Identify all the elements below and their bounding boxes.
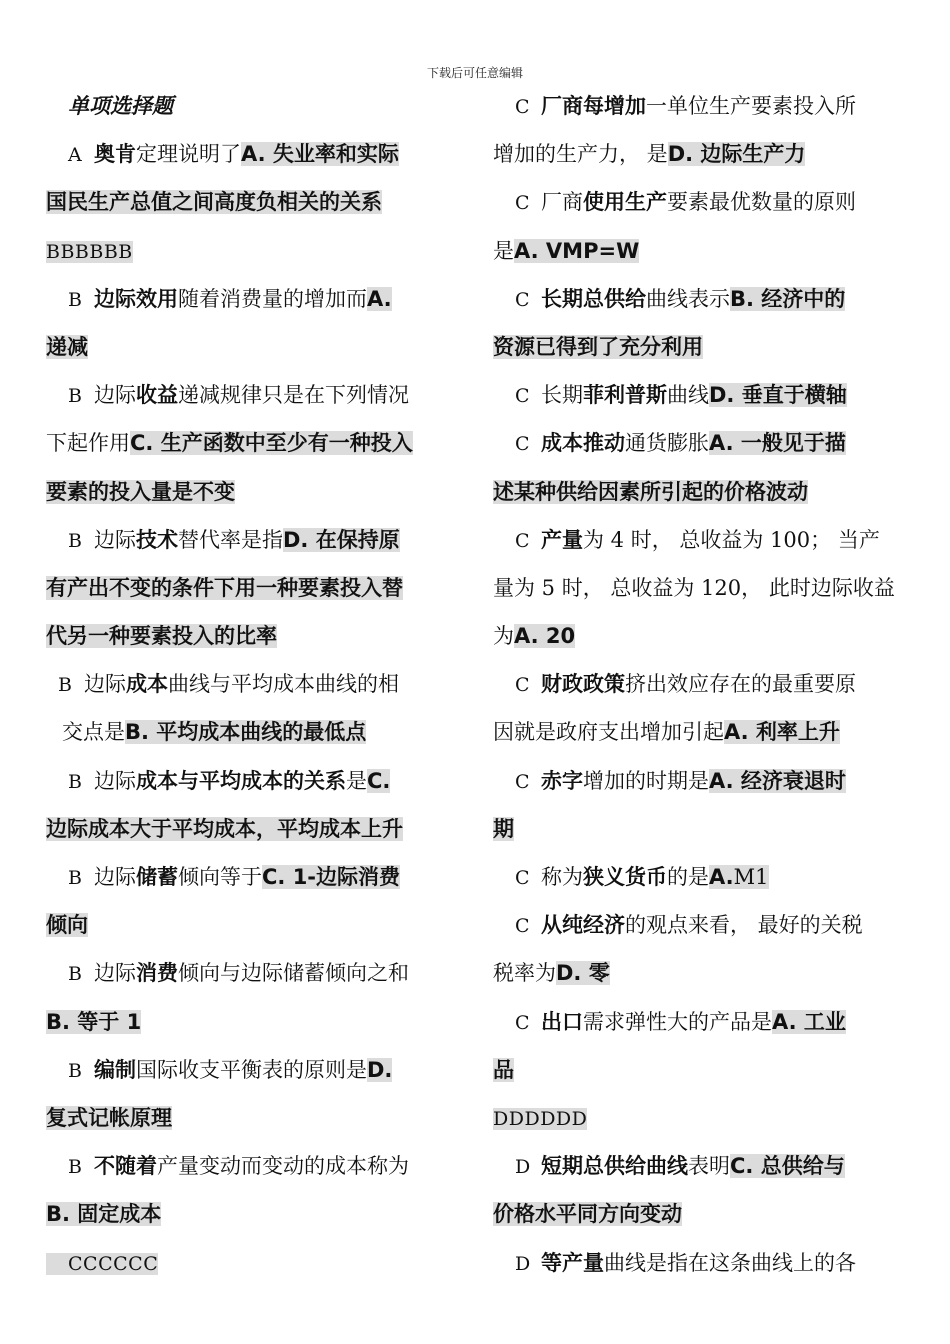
question-stem: 是 [493,238,514,263]
question-stem: 称为 [541,865,583,889]
question-stem: 曲线 [667,383,709,408]
answer-text: 期 [493,816,514,841]
question-row [493,130,907,178]
answer-letter: C [515,867,530,889]
group-label: BBBBBB [46,240,133,263]
question-row [493,949,907,997]
question-stem: 边际 [84,672,126,697]
question-row [46,323,460,371]
question-stem: 随着消费量的增加而 [178,286,367,311]
answer-text: A. 利率上升 [724,720,840,745]
keyword: 不随着 [94,1154,157,1179]
question-row [46,612,460,660]
answer-text: 国民生产总值之间高度负相关的关系 [46,190,382,215]
keyword: 奥肯 [94,142,136,167]
question-stem: 的是 [667,865,709,889]
question-stem: 曲线是指在这条曲线上的各 [604,1250,856,1275]
question-row [493,323,907,371]
answer-text: D. 垂直于横轴 [709,383,847,408]
answer-text: A. 失业率和实际 [241,142,399,167]
question-row [493,371,907,419]
group-heading [46,227,460,275]
answer-text: C. 总供给与 [730,1154,845,1179]
keyword: 技术 [136,527,178,552]
keyword: 成本 [126,672,168,697]
answer-text: B. 平均成本曲线的最低点 [125,720,367,745]
section-title-text: 单项选择题 [68,94,173,118]
answer-letter: B [68,770,82,793]
question-stem: 产量变动而变动的成本称为 [157,1154,409,1179]
answer-letter: B [68,385,82,408]
answer-text: D. 边际生产力 [667,142,806,167]
question-row [46,516,460,564]
keyword: 消费 [136,961,178,986]
question-row [493,275,907,323]
answer-text: C. 1-边际消费 [262,865,401,889]
question-row [46,708,460,756]
answer-letter: C [515,674,530,697]
question-row [493,178,907,226]
question-stem: 要素最优数量的原则 [667,190,856,215]
question-stem: 长期 [541,383,583,408]
keyword: 赤字 [541,768,583,793]
keyword: 财政政策 [541,672,625,697]
question-stem: 量为 5 时， 总收益为 120， 此时边际收益 [493,575,895,600]
question-row [493,757,907,805]
answer-letter: C [515,192,530,215]
question-row [493,998,907,1046]
question-row [46,1142,460,1190]
question-row [493,1142,907,1190]
keyword: 产量 [541,527,583,552]
answer-text: 资源已得到了充分利用 [493,334,703,359]
question-stem: 边际 [94,961,136,986]
question-stem: 税率为 [493,961,556,986]
keyword: 编制 [94,1057,136,1082]
question-row [493,805,907,853]
question-stem: 曲线与平均成本曲线的相 [168,672,399,697]
answer-letter: C [515,96,530,118]
keyword: 成本推动 [541,431,625,456]
question-stem: 增加的时期是 [583,768,709,793]
question-stem: 一单位生产要素投入所 [646,94,856,118]
answer-text: 代另一种要素投入的比率 [46,624,277,649]
right-column [493,82,907,1287]
question-stem: 国际收支平衡表的原则是 [136,1057,367,1082]
answer-text: 有产出不变的条件下用一种要素投入替 [46,575,403,600]
answer-text: B. 经济中的 [730,286,846,311]
keyword: 短期总供给曲线 [541,1154,688,1179]
question-row [493,660,907,708]
question-row [493,419,907,467]
answer-text: 品 [493,1057,514,1082]
keyword: 收益 [136,383,178,408]
question-stem: 边际 [94,527,136,552]
keyword: 狭义货币 [583,865,667,889]
answer-text: 边际成本大于平均成本，平均成本上升 [46,816,403,841]
answer-letter: C [515,1011,530,1034]
question-row [493,901,907,949]
answer-text: 倾向 [46,913,88,938]
question-row [493,564,907,612]
section-title [46,82,460,130]
question-row [493,1190,907,1238]
answer-letter: D [515,1156,531,1179]
answer-text: D. [367,1057,393,1082]
answer-text: 价格水平同方向变动 [493,1202,682,1227]
keyword: 成本与平均成本的关系 [136,768,346,793]
question-row [46,757,460,805]
question-row [46,564,460,612]
question-row [46,371,460,419]
answer-text: A. 一般见于描 [709,431,846,456]
answer-text: A. 20 [514,624,576,649]
answer-text: A. VMP=W [514,238,640,263]
question-stem: 为 [493,624,514,649]
question-stem: 为 4 时， 总收益为 100； 当产 [583,527,880,552]
keyword: 长期总供给 [541,286,646,311]
answer-letter: C [515,770,530,793]
keyword: 储蓄 [136,865,178,889]
answer-letter: C [515,385,530,408]
question-stem: 的观点来看， 最好的关税 [625,913,863,938]
question-row [493,82,907,130]
group-label: CCCCCC [46,1253,158,1275]
question-stem: 定理说明了 [136,142,241,167]
answer-text: M1 [733,865,769,889]
answer-text: C. 生产函数中至少有一种投入 [130,431,413,456]
answer-text: D. 在保持原 [283,527,400,552]
question-stem: 倾向与边际储蓄倾向之和 [178,961,409,986]
answer-letter: B [68,288,82,311]
question-stem: 因就是政府支出增加引起 [493,720,724,745]
answer-text: 述某种供给因素所引起的价格波动 [493,479,808,504]
answer-letter: C [515,915,530,938]
question-stem: 厂商 [541,190,583,215]
question-row [493,1046,907,1094]
question-stem: 边际 [94,768,136,793]
answer-text: C. [367,768,391,793]
keyword: 边际效用 [94,286,178,311]
question-row [46,468,460,516]
answer-letter: B [68,1059,82,1082]
question-row [46,1190,460,1238]
question-row [46,998,460,1046]
answer-text: 复式记帐原理 [46,1105,172,1130]
question-row [46,1046,460,1094]
answer-letter: B [68,529,82,552]
answer-letter: C [515,529,530,552]
question-stem: 增加的生产力， 是 [493,142,668,167]
question-stem: 递减规律只是在下列情况 [178,383,409,408]
page-header: 下载后可任意编辑 [426,66,523,80]
question-row [46,1094,460,1142]
question-row [46,901,460,949]
answer-text: A. [367,286,392,311]
answer-letter: C [515,288,530,311]
answer-letter: A [68,144,82,167]
question-row [493,612,907,660]
answer-text: A. [709,865,734,889]
question-row [46,853,460,901]
question-stem: 替代率是指 [178,527,283,552]
question-row [46,660,460,708]
keyword: 使用生产 [583,190,667,215]
group-heading [46,1239,460,1287]
question-row [46,130,460,178]
answer-letter: C [515,433,530,456]
question-stem: 通货膨胀 [625,431,709,456]
answer-letter: D [515,1252,531,1275]
keyword: 从纯经济 [541,913,625,938]
answer-letter: B [58,674,72,697]
answer-text: 递减 [46,334,88,359]
question-stem: 边际 [94,383,136,408]
keyword: 出口 [541,1009,583,1034]
question-row [46,949,460,997]
question-row [493,853,907,901]
question-row [493,468,907,516]
answer-text: A. 经济衰退时 [709,768,846,793]
group-heading [493,1094,907,1142]
left-column [46,82,460,1287]
question-stem: 边际 [94,865,136,889]
question-row [493,516,907,564]
question-row [493,227,907,275]
question-row [493,1239,907,1287]
question-stem: 倾向等于 [178,865,262,889]
question-row [493,708,907,756]
answer-text: B. 等于 1 [46,1009,142,1034]
question-row [46,275,460,323]
keyword: 等产量 [541,1250,604,1275]
group-label: DDDDDD [493,1107,588,1130]
answer-text: B. 固定成本 [46,1202,162,1227]
answer-letter: B [68,963,82,986]
keyword: 厂商每增加 [541,94,646,118]
question-stem: 下起作用 [46,431,130,456]
question-stem: 交点是 [62,720,125,745]
question-stem: 需求弹性大的产品是 [583,1009,772,1034]
question-stem: 挤出效应存在的最重要原 [625,672,856,697]
answer-letter: B [68,1156,82,1179]
question-row [46,178,460,226]
answer-text: A. 工业 [772,1009,846,1034]
answer-letter: B [68,867,82,889]
question-stem: 是 [346,768,367,793]
answer-text: 要素的投入量是不变 [46,479,235,504]
question-row [46,805,460,853]
question-row [46,419,460,467]
keyword: 菲利普斯 [583,383,667,408]
answer-text: D. 零 [556,961,610,986]
question-stem: 曲线表示 [646,286,730,311]
question-stem: 表明 [688,1154,730,1179]
